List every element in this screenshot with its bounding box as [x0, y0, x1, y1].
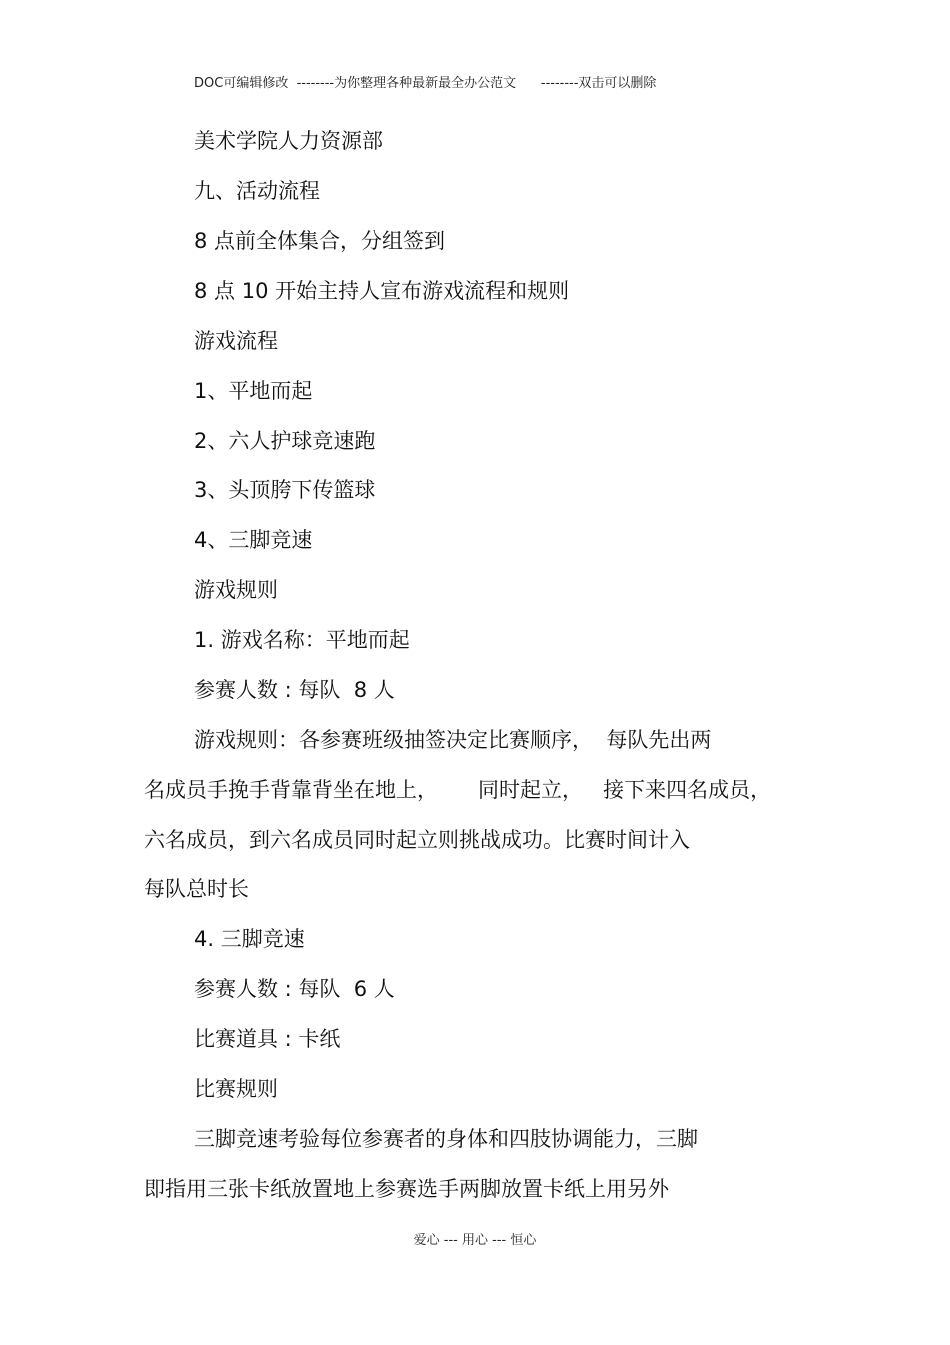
props-line: 比赛道具 : 卡纸 — [194, 1027, 341, 1051]
list-item: 1、平地而起 — [194, 379, 313, 403]
subheading: 比赛规则 — [194, 1077, 278, 1101]
body-paragraph-line: 即指用三张卡纸放置地上参赛选手两脚放置卡纸上用另外 — [144, 1177, 669, 1201]
department-line: 美术学院人力资源部 — [194, 129, 383, 153]
game-title: 1. 游戏名称：平地而起 — [194, 628, 410, 652]
list-item: 2、六人护球竞速跑 — [194, 429, 376, 453]
schedule-line: 8 点 10 开始主持人宣布游戏流程和规则 — [194, 279, 570, 303]
page-footer: 爱心 --- 用心 --- 恒心 — [413, 1233, 537, 1248]
list-item: 3、头顶胯下传篮球 — [194, 478, 376, 502]
game-title: 4. 三脚竞速 — [194, 927, 305, 951]
subheading: 游戏规则 — [194, 578, 278, 602]
body-paragraph-line: 三脚竞速考验每位参赛者的身体和四肢协调能力，三脚 — [194, 1127, 698, 1151]
participants-line: 参赛人数 : 每队 6 人 — [194, 977, 395, 1001]
body-paragraph-line: 每队总时长 — [144, 877, 249, 901]
schedule-line: 8 点前全体集合，分组签到 — [194, 229, 446, 253]
participants-line: 参赛人数 : 每队 8 人 — [194, 678, 395, 702]
subheading: 游戏流程 — [194, 329, 278, 353]
body-paragraph-line: 六名成员，到六名成员同时起立则挑战成功。比赛时间计入 — [144, 828, 690, 852]
body-paragraph-line: 名成员手挽手背靠背坐在地上， 同时起立， 接下来四名成员， — [144, 778, 772, 802]
body-paragraph-line: 游戏规则：各参赛班级抽签决定比赛顺序， 每队先出两 — [194, 728, 712, 752]
list-item: 4、三脚竞速 — [194, 528, 313, 552]
section-heading: 九、活动流程 — [194, 179, 320, 203]
page-header: DOC可编辑修改 --------为你整理各种最新最全办公范文 --------双击可以删除 — [194, 76, 657, 91]
